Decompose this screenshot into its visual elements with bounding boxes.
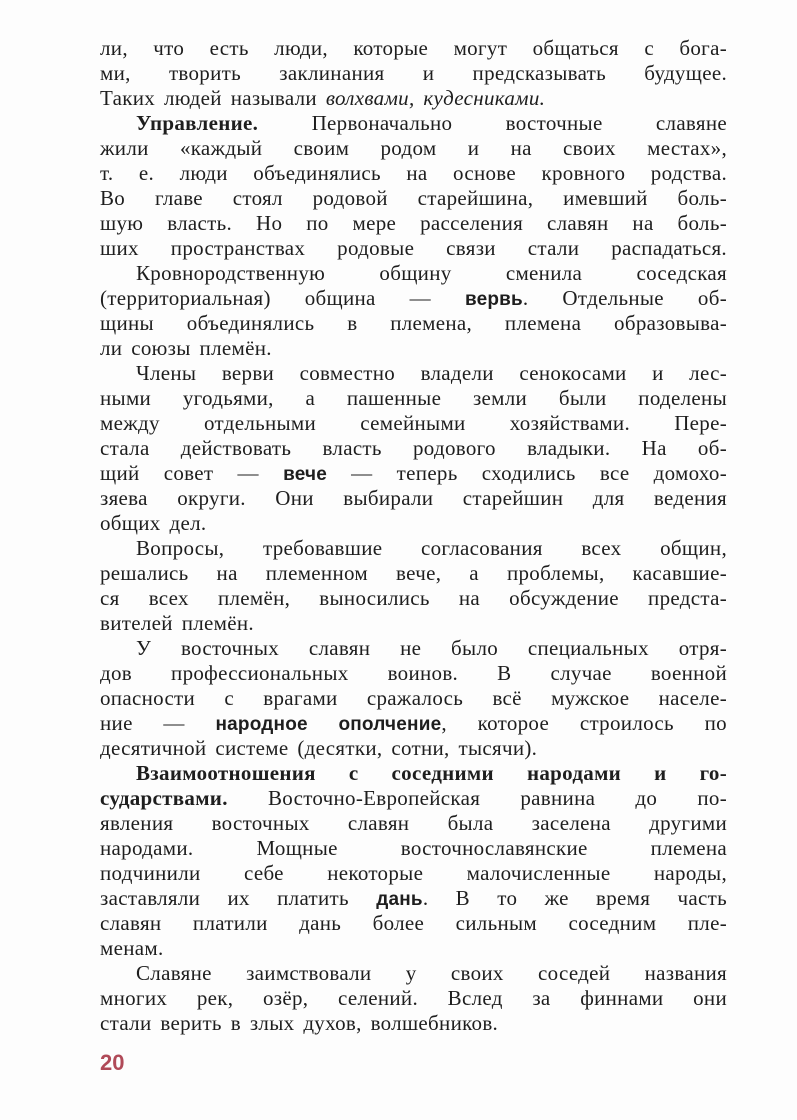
text-segment: Члены верви совместно владели сенокосами и лес- [136,361,727,385]
text-segment: . В то же время часть [422,886,727,910]
text-segment: Славяне заимствовали у своих соседей названия [136,961,727,985]
text-segment: (территориальная) община — [100,286,465,310]
text-segment: ными угодьями, а пашенные земли были поделены [100,386,727,410]
text-segment: между отдельными семейными хозяйствами. Пере- [100,411,727,435]
text-line [100,986,727,1011]
text-segment: решались на племенном вече, а проблемы, касавшие- [100,561,727,585]
text-segment: жили «каждый своим родом и на своих местах», [100,136,727,160]
text-segment: опасности с врагами сражалось всё мужское населе- [100,686,727,710]
text-segment: стала действовать власть родового владыки. На об- [100,436,727,460]
text-line [100,411,727,436]
text-line [100,836,727,861]
text-segment: Таких людей называли [100,86,326,110]
text-line [100,586,727,611]
text-segment: народами. Мощные восточнославянские племена [100,836,727,860]
text-segment: многих рек, озёр, селений. Вслед за финнами они [100,986,727,1010]
text-line [100,936,727,961]
text-block [100,36,727,1036]
text-line [100,161,727,186]
text-line [100,961,727,986]
text-line [100,786,727,811]
text-line [100,311,727,336]
text-segment: вервь [464,289,523,310]
text-line [100,761,727,786]
text-segment: ся всех племён, выносились на обсуждение предста- [100,586,727,610]
text-line [100,436,727,461]
text-line [100,361,727,386]
text-segment: Вопросы, требовавшие согласования всех общин, [136,536,727,560]
text-line [100,136,727,161]
text-line [100,1011,727,1036]
text-line [100,511,727,536]
text-segment: ми, творить заклинания и предсказывать будущее. [100,61,727,85]
text-segment: т. е. люди объединялись на основе кровного родства. [100,161,727,185]
text-line [100,861,727,886]
text-segment: ние — [100,711,216,735]
text-segment: щий совет — [100,461,284,485]
text-line [100,461,727,486]
text-line [100,536,727,561]
text-line [100,686,727,711]
text-line [100,811,727,836]
text-line [100,911,727,936]
text-line [100,386,727,411]
text-segment: Во главе стоял родовой старейшина, имевший боль- [100,186,727,210]
text-segment: щины объединялись в племена, племена образовыва- [100,311,727,335]
text-segment: явления восточных славян была заселена другими [100,811,727,835]
text-line [100,486,727,511]
text-segment: дов профессиональных воинов. В случае военной [100,661,727,685]
text-segment: подчинили себе некоторые малочисленные народы, [100,861,727,885]
text-line [100,111,727,136]
text-line [100,336,727,361]
text-segment: народное ополчение [215,714,442,735]
text-line [100,886,727,911]
text-segment: зяева округи. Они выбирали старейшин для ведения [100,486,727,510]
text-line [100,86,727,111]
text-line [100,61,727,86]
text-line [100,736,727,761]
text-line [100,211,727,236]
text-line [100,286,727,311]
text-segment: Управление. [136,111,259,135]
text-segment: заставляли их платить [100,886,377,910]
page-number: 20 [100,1050,125,1075]
text-line [100,636,727,661]
text-line [100,561,727,586]
text-line [100,661,727,686]
text-segment: ших пространствах родовые связи стали распадаться. [100,236,727,260]
text-segment: . Отдельные об- [522,286,727,310]
text-segment: ли союзы племён. [100,336,272,360]
text-line [100,261,727,286]
text-line [100,236,727,261]
text-segment: общих дел. [100,511,207,535]
text-segment: сударствами. [100,786,228,810]
text-segment: волхвами, кудесниками. [325,86,546,110]
text-segment: Первоначально восточные славяне [258,111,727,135]
text-segment: Взаимоотношения с соседними народами и го- [136,761,727,785]
text-segment: , которое строилось по [441,711,727,735]
text-segment: десятичной системе (десятки, сотни, тысячи). [100,736,538,760]
text-segment: дань [376,889,423,910]
text-segment: менам. [100,936,164,960]
text-segment: — теперь сходились все домохо- [326,461,728,485]
text-segment: Восточно-Европейская равнина до по- [227,786,727,810]
text-segment: ли, что есть люди, которые могут общаться с бога- [100,36,727,60]
text-segment: славян платили дань более сильным соседним пле- [100,911,727,935]
text-segment: У восточных славян не было специальных отря- [136,636,727,660]
text-line [100,186,727,211]
text-line [100,611,727,636]
text-line [100,36,727,61]
text-segment: шую власть. Но по мере расселения славян на боль- [100,211,727,235]
text-line [100,711,727,736]
text-segment: Кровнородственную общину сменила соседская [136,261,727,285]
text-segment: вече [283,464,327,485]
text-segment: стали верить в злых духов, волшебников. [100,1011,499,1035]
text-segment: вителей племён. [100,611,254,635]
